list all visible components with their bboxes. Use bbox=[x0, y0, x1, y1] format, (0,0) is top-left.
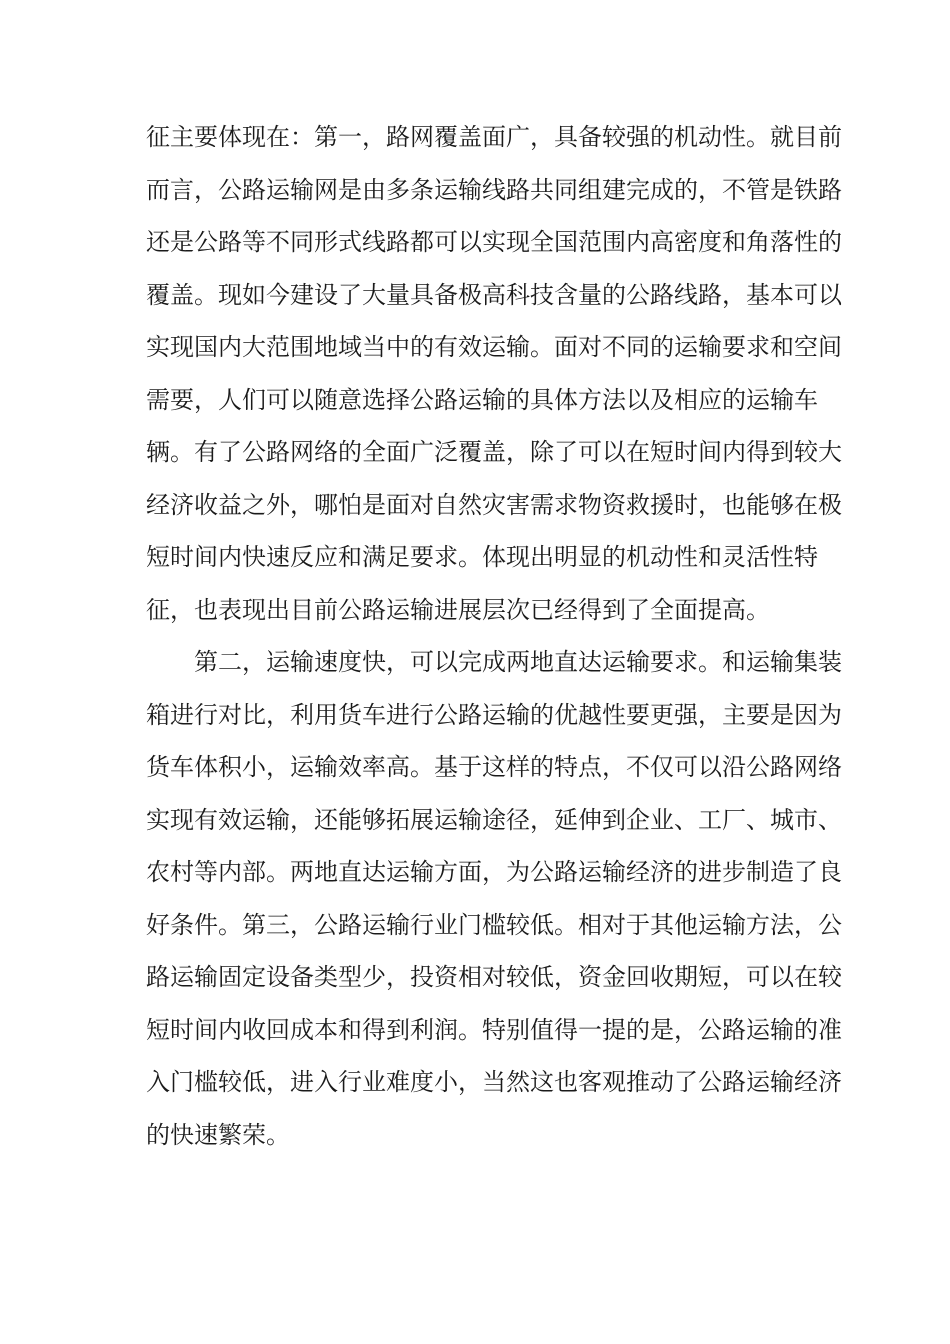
text-line: 短时间内收回成本和得到利润。特别值得一提的是，公路运输的准 bbox=[146, 1015, 842, 1044]
body-text bbox=[146, 117, 842, 1167]
text-line: 实现有效运输，还能够拓展运输途径，延伸到企业、工厂、城市、 bbox=[146, 805, 842, 834]
text-line: 入门槛较低，进入行业难度小，当然这也客观推动了公路运输经济 bbox=[146, 1068, 842, 1096]
text-line: 征主要体现在：第一，路网覆盖面广，具备较强的机动性。就目前 bbox=[146, 123, 842, 151]
text-line: 好条件。第三，公路运输行业门槛较低。相对于其他运输方法，公 bbox=[146, 910, 842, 939]
text-line: 辆。有了公路网络的全面广泛覆盖，除了可以在短时间内得到较大 bbox=[146, 438, 842, 466]
text-line: 路运输固定设备类型少，投资相对较低，资金回收期短，可以在较 bbox=[146, 963, 842, 991]
text-line: 还是公路等不同形式线路都可以实现全国范围内高密度和角落性的 bbox=[146, 228, 842, 256]
text-line: 农村等内部。两地直达运输方面，为公路运输经济的进步制造了良 bbox=[146, 858, 842, 886]
text-line: 覆盖。现如今建设了大量具备极高科技含量的公路线路，基本可以 bbox=[146, 280, 842, 309]
text-line: 征，也表现出目前公路运输进展层次已经得到了全面提高。 bbox=[146, 595, 770, 624]
text-line: 箱进行对比，利用货车进行公路运输的优越性要更强，主要是因为 bbox=[146, 700, 842, 729]
text-line: 短时间内快速反应和满足要求。体现出明显的机动性和灵活性特 bbox=[146, 543, 818, 571]
paragraph-2 bbox=[146, 642, 842, 1167]
text-line: 而言，公路运输网是由多条运输线路共同组建完成的，不管是铁路 bbox=[146, 175, 842, 204]
text-line: 实现国内大范围地域当中的有效运输。面对不同的运输要求和空间 bbox=[146, 333, 842, 361]
text-line: 第二，运输速度快，可以完成两地直达运输要求。和运输集装 bbox=[146, 648, 842, 676]
text-line: 经济收益之外，哪怕是面对自然灾害需求物资救援时，也能够在极 bbox=[146, 490, 842, 519]
paragraph-1 bbox=[146, 117, 842, 642]
text-line: 的快速繁荣。 bbox=[146, 1120, 290, 1149]
text-line: 需要，人们可以随意选择公路运输的具体方法以及相应的运输车 bbox=[146, 385, 818, 414]
text-line: 货车体积小，运输效率高。基于这样的特点，不仅可以沿公路网络 bbox=[146, 753, 842, 781]
